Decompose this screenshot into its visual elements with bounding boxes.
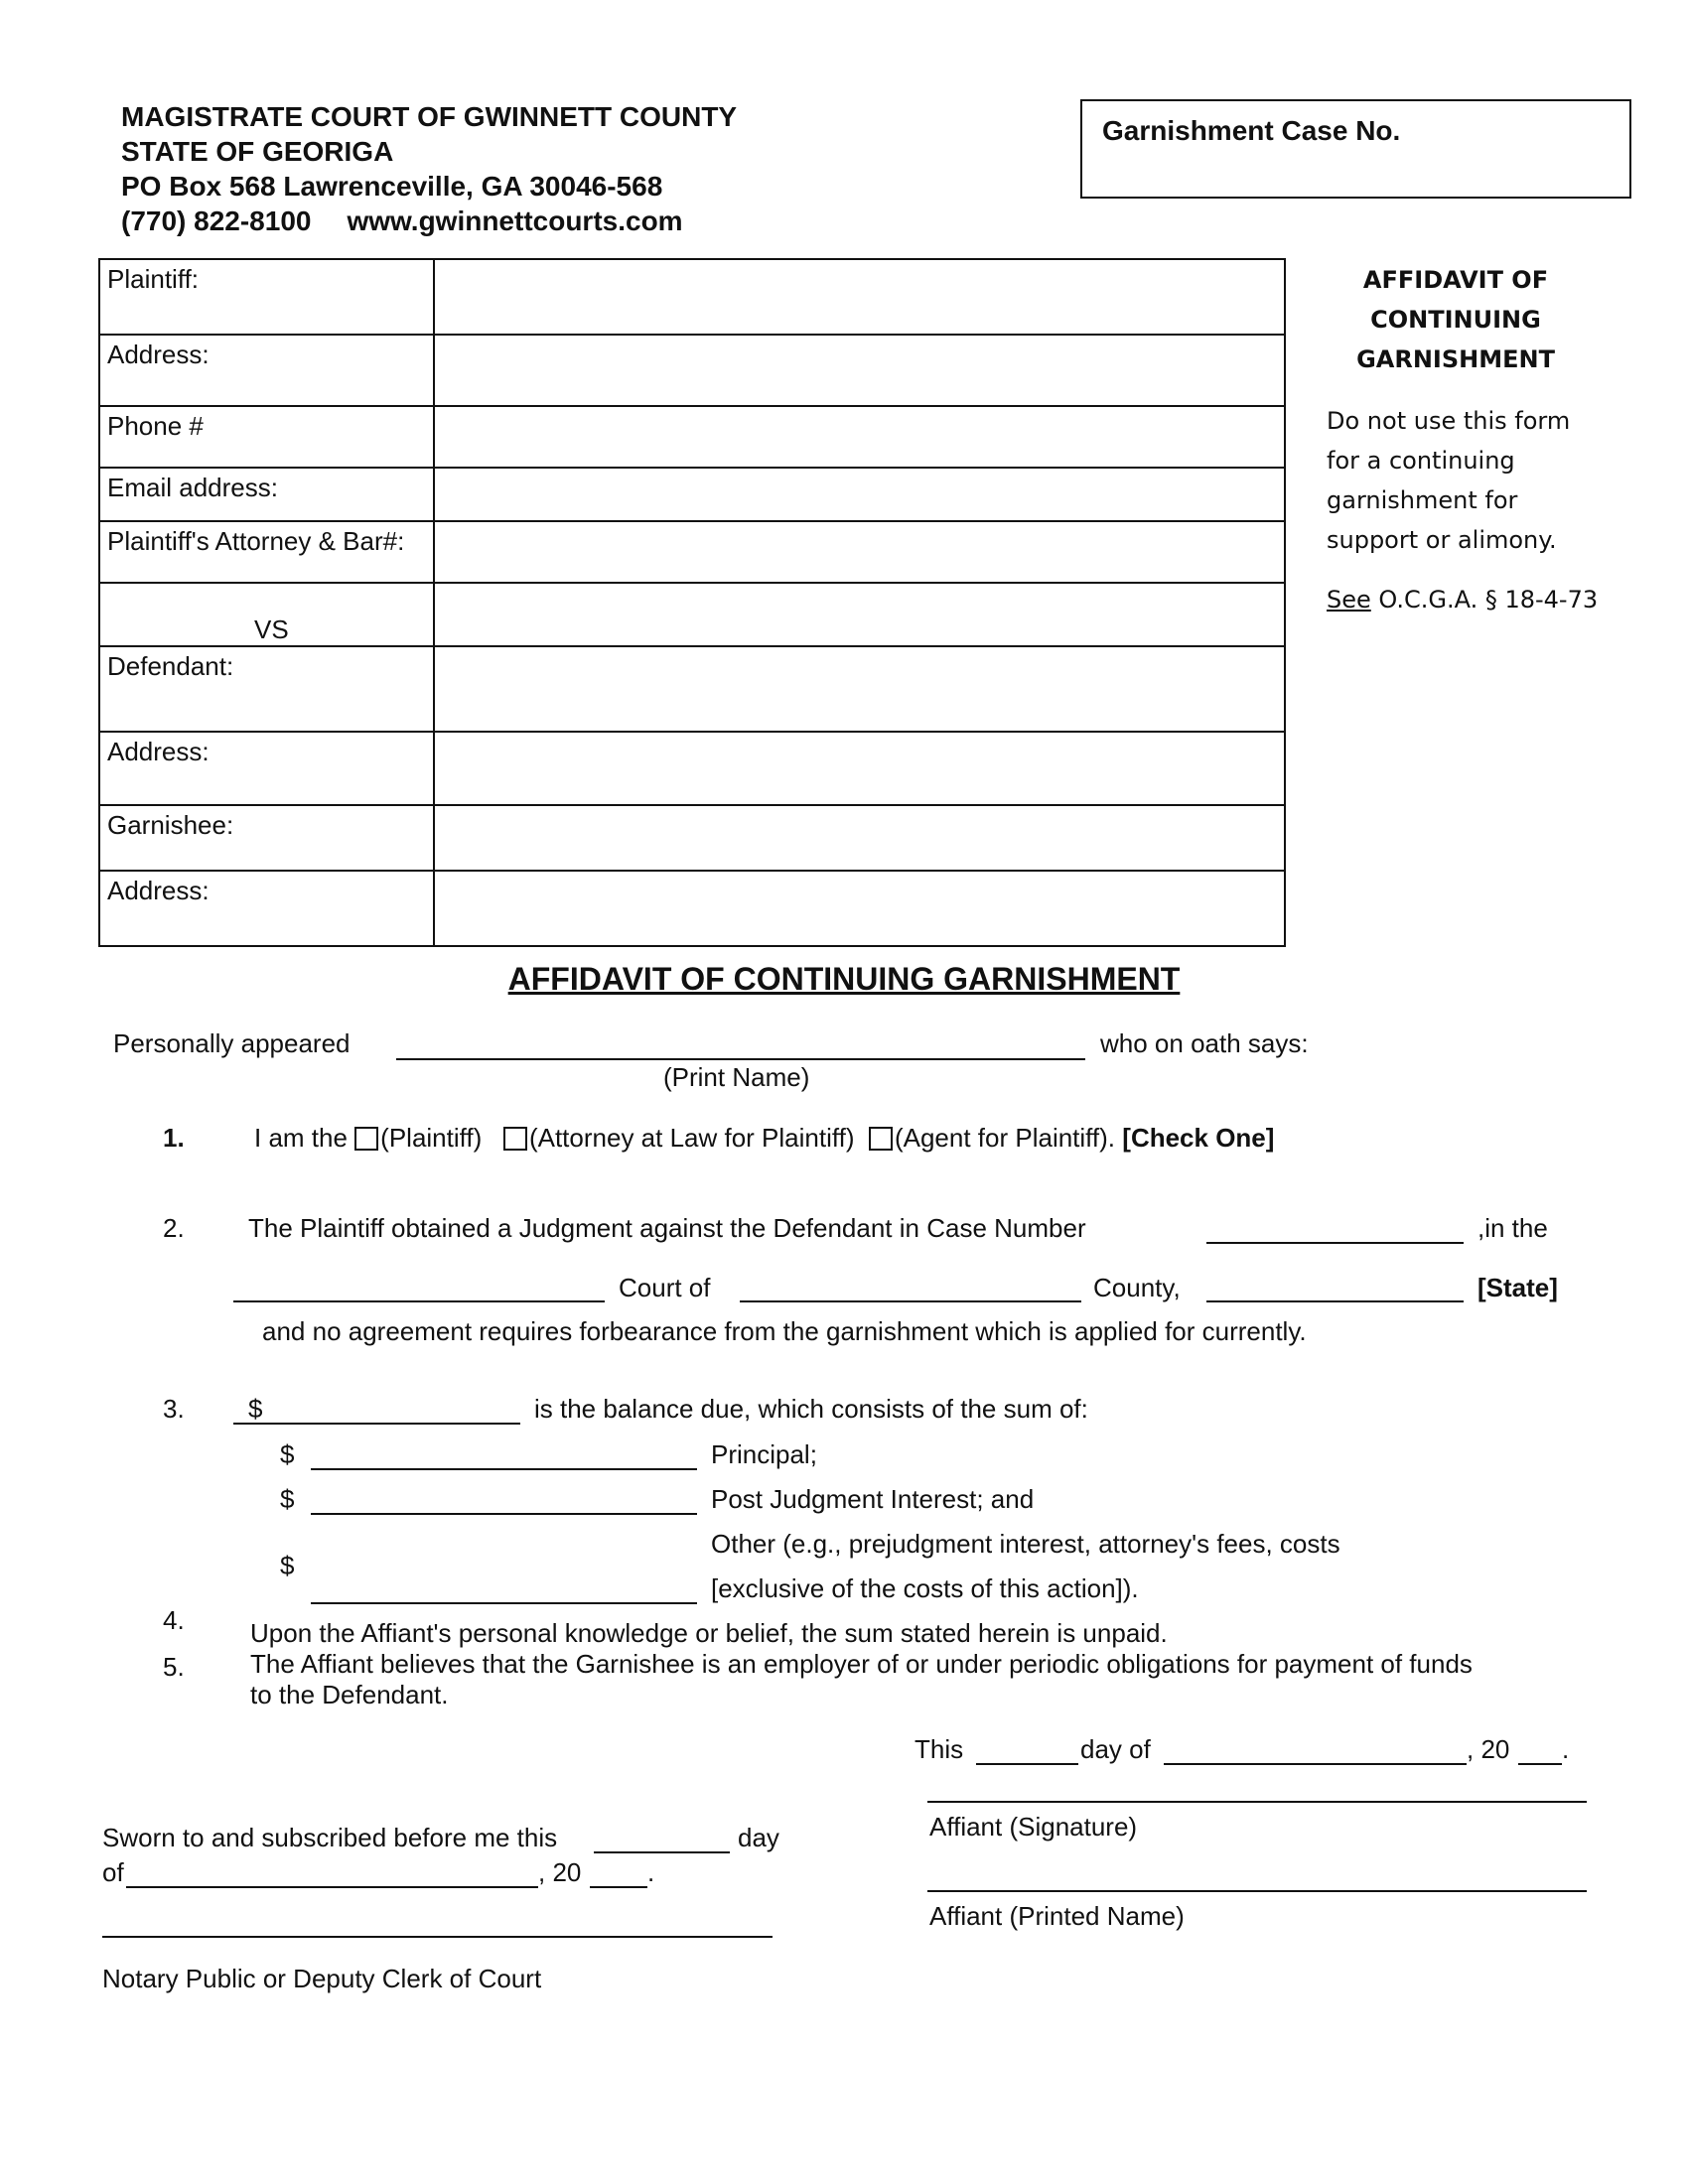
print-name-field[interactable]: [396, 1058, 1085, 1060]
dated-period: .: [1562, 1734, 1570, 1764]
phone-label: Phone #: [107, 411, 204, 441]
sworn-day-label: day: [738, 1823, 779, 1852]
item5-line1: The Affiant believes that the Garnishee is an employer of or under periodic obligations for payment of funds: [250, 1649, 1473, 1679]
item1-number: 1.: [163, 1123, 185, 1153]
garnishee-label: Garnishee:: [107, 810, 234, 840]
sidebar-note-line: for a continuing: [1327, 447, 1515, 475]
appeared-prefix: Personally appeared: [113, 1028, 351, 1058]
appeared-suffix: who on oath says:: [1100, 1028, 1309, 1058]
vs-label: VS: [254, 614, 289, 644]
balance-field[interactable]: [233, 1423, 520, 1425]
item4-number: 4.: [163, 1605, 185, 1635]
item3-number: 3.: [163, 1394, 185, 1424]
item2-tail: and no agreement requires forbearance from the garnishment which is applied for currently.: [262, 1316, 1307, 1346]
item2-text: The Plaintiff obtained a Judgment against the Defendant in Case Number: [248, 1213, 1086, 1243]
notary-label: Notary Public or Deputy Clerk of Court: [102, 1964, 542, 1993]
principal-dollar-sign: $: [280, 1439, 295, 1469]
attorney-field[interactable]: [434, 521, 1285, 583]
item1-lead: I am the: [254, 1123, 348, 1153]
option-plaintiff-label: (Plaintiff): [380, 1123, 483, 1153]
email-label-cell: [99, 468, 434, 521]
sworn-year-field[interactable]: [590, 1886, 647, 1888]
email-field[interactable]: [434, 468, 1285, 521]
sworn-year-prefix: , 20: [538, 1857, 582, 1887]
option-attorney-label: (Attorney at Law for Plaintiff): [528, 1123, 855, 1153]
dated-month-field[interactable]: [1164, 1763, 1467, 1765]
sidebar-title: [1327, 260, 1585, 379]
affiant-signature-label: Affiant (Signature): [929, 1812, 1138, 1842]
other-dollar-sign: $: [280, 1551, 295, 1580]
form-title: [0, 961, 1688, 998]
affiant-signature-line[interactable]: [927, 1801, 1587, 1803]
court-state: STATE OF GEORIGA: [121, 136, 394, 167]
sidebar-title-line: AFFIDAVIT OF: [1362, 266, 1549, 294]
defendant-label: Defendant:: [107, 651, 234, 681]
dated-year-field[interactable]: [1518, 1763, 1562, 1765]
garnishee-address-label: Address:: [107, 876, 210, 905]
court-contact: [121, 204, 683, 238]
principal-label: Principal;: [711, 1439, 817, 1469]
sidebar-citation: [1327, 580, 1599, 619]
vs-field[interactable]: [434, 583, 1285, 646]
defendant-field[interactable]: [434, 646, 1285, 732]
checkbox-agent[interactable]: [869, 1127, 893, 1151]
plaintiff-label-cell: [99, 259, 434, 335]
balance-dollar-sign: $: [248, 1394, 263, 1424]
attorney-label: Plaintiff's Attorney & Bar#:: [107, 526, 405, 556]
item5-line2: to the Defendant.: [250, 1680, 449, 1709]
garnishee-address-label-cell: [99, 871, 434, 946]
item2-number: 2.: [163, 1213, 185, 1243]
court-website[interactable]: www.gwinnettcourts.com: [347, 205, 683, 236]
sidebar-note-line: garnishment for: [1327, 486, 1518, 514]
item5-number: 5.: [163, 1652, 185, 1682]
case-number-label: Garnishment Case No.: [1102, 115, 1401, 146]
defendant-label-cell: [99, 646, 434, 732]
court-address: PO Box 568 Lawrenceville, GA 30046-568: [121, 171, 663, 202]
court-phone: (770) 822-8100: [121, 205, 312, 236]
item2-county: County,: [1093, 1273, 1181, 1302]
citation-text: O.C.G.A. § 18-4-73: [1378, 586, 1599, 614]
sidebar-title-line: CONTINUING: [1370, 306, 1541, 334]
garnishee-field[interactable]: [434, 805, 1285, 871]
dated-this: This: [914, 1734, 964, 1764]
parties-table: [98, 258, 1286, 947]
item2-in-the: ,in the: [1477, 1213, 1548, 1243]
sidebar-note: [1327, 401, 1585, 560]
item3-balance-text: is the balance due, which consists of the sum of:: [534, 1394, 1088, 1424]
item1-line: [254, 1123, 1274, 1153]
plaintiff-address-label-cell: [99, 335, 434, 406]
option-agent-label: (Agent for Plaintiff).: [894, 1123, 1116, 1153]
checkbox-attorney[interactable]: [503, 1127, 527, 1151]
interest-dollar-sign: $: [280, 1484, 295, 1514]
defendant-address-label: Address:: [107, 737, 210, 766]
notary-signature-line[interactable]: [102, 1936, 773, 1938]
affiant-printed-name-line[interactable]: [927, 1890, 1587, 1892]
dated-year-prefix: , 20: [1467, 1734, 1510, 1764]
sworn-period: .: [647, 1857, 655, 1887]
sworn-month-field[interactable]: [126, 1886, 538, 1888]
sworn-of-label: of: [102, 1857, 124, 1887]
phone-label-cell: [99, 406, 434, 468]
county-field[interactable]: [740, 1300, 1081, 1302]
defendant-address-label-cell: [99, 732, 434, 805]
item2-court-of: Court of: [619, 1273, 711, 1302]
print-name-caption: (Print Name): [663, 1062, 810, 1092]
garnishee-address-field[interactable]: [434, 871, 1285, 946]
item2-state-label: [State]: [1477, 1273, 1558, 1302]
garnishee-label-cell: [99, 805, 434, 871]
other-label-line1: Other (e.g., prejudgment interest, attorney's fees, costs: [711, 1529, 1340, 1559]
court-type-field[interactable]: [233, 1300, 605, 1302]
principal-field[interactable]: [311, 1468, 697, 1470]
sidebar-title-line: GARNISHMENT: [1356, 345, 1555, 373]
sworn-day-field[interactable]: [594, 1851, 730, 1853]
plaintiff-address-label: Address:: [107, 340, 210, 369]
court-name: MAGISTRATE COURT OF GWINNETT COUNTY: [121, 101, 738, 132]
affiant-printed-name-label: Affiant (Printed Name): [929, 1901, 1185, 1931]
case-number-box[interactable]: [1080, 99, 1631, 199]
defendant-address-field[interactable]: [434, 732, 1285, 805]
interest-label: Post Judgment Interest; and: [711, 1484, 1035, 1514]
checkbox-plaintiff[interactable]: [354, 1127, 378, 1151]
dated-day-field[interactable]: [976, 1763, 1078, 1765]
other-label-line2: [exclusive of the costs of this action]).: [711, 1573, 1139, 1603]
plaintiff-label: Plaintiff:: [107, 264, 200, 294]
dated-day-of: day of: [1080, 1734, 1151, 1764]
sidebar-note-line: support or alimony.: [1327, 526, 1557, 554]
attorney-label-cell: [99, 521, 434, 583]
other-field[interactable]: [311, 1602, 697, 1604]
vs-cell: [99, 583, 434, 646]
see-label: See: [1327, 586, 1371, 614]
email-label: Email address:: [107, 473, 278, 502]
check-one-label: [Check One]: [1122, 1123, 1275, 1153]
phone-field[interactable]: [434, 406, 1285, 468]
form-title-text: AFFIDAVIT OF CONTINUING GARNISHMENT: [507, 961, 1181, 997]
case-number-field[interactable]: [1206, 1242, 1464, 1244]
sworn-line1: Sworn to and subscribed before me this: [102, 1823, 558, 1852]
interest-field[interactable]: [311, 1513, 697, 1515]
item4-text: Upon the Affiant's personal knowledge or belief, the sum stated herein is unpaid.: [250, 1618, 1168, 1648]
state-field[interactable]: [1206, 1300, 1464, 1302]
plaintiff-address-field[interactable]: [434, 335, 1285, 406]
sidebar-note-line: Do not use this form: [1327, 407, 1571, 435]
plaintiff-field[interactable]: [434, 259, 1285, 335]
